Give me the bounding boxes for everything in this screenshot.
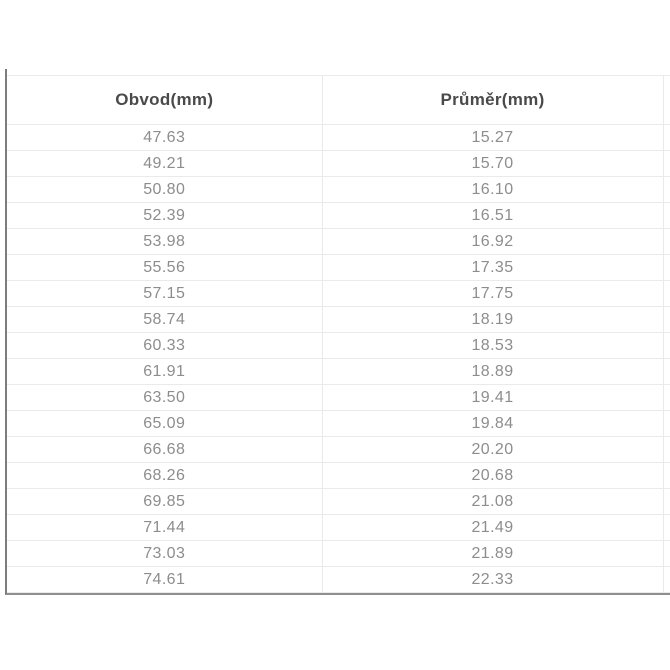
diameter-cell: 21.89: [322, 541, 663, 567]
table-row: [7, 281, 670, 307]
overflow-cell: [663, 463, 670, 489]
circumference-cell: 50.80: [7, 177, 322, 203]
circumference-cell: 69.85: [7, 489, 322, 515]
table-row: [7, 437, 670, 463]
overflow-cell: [663, 203, 670, 229]
circumference-cell: 55.56: [7, 255, 322, 281]
overflow-cell: [663, 359, 670, 385]
diameter-cell: 22.33: [322, 567, 663, 593]
table-row: [7, 359, 670, 385]
circumference-cell: 71.44: [7, 515, 322, 541]
circumference-cell: 65.09: [7, 411, 322, 437]
ring-size-table: [7, 75, 670, 593]
diameter-cell: 21.49: [322, 515, 663, 541]
table-row: [7, 333, 670, 359]
circumference-cell: 52.39: [7, 203, 322, 229]
diameter-cell: 20.20: [322, 437, 663, 463]
overflow-cell: [663, 541, 670, 567]
table-row: [7, 411, 670, 437]
overflow-cell: [663, 385, 670, 411]
circumference-cell: 61.91: [7, 359, 322, 385]
circumference-cell: 57.15: [7, 281, 322, 307]
diameter-cell: 16.92: [322, 229, 663, 255]
overflow-cell: [663, 177, 670, 203]
overflow-cell: [663, 437, 670, 463]
overflow-cell: [663, 281, 670, 307]
column-header-circumference: Obvod(mm): [7, 76, 322, 125]
overflow-cell: [663, 307, 670, 333]
diameter-cell: 20.68: [322, 463, 663, 489]
diameter-cell: 15.27: [322, 125, 663, 151]
table-row: [7, 307, 670, 333]
circumference-cell: 68.26: [7, 463, 322, 489]
ring-size-table-container: [5, 69, 670, 595]
circumference-cell: 47.63: [7, 125, 322, 151]
circumference-cell: 49.21: [7, 151, 322, 177]
diameter-cell: 15.70: [322, 151, 663, 177]
table-row: [7, 567, 670, 593]
column-header-overflow: [663, 76, 670, 125]
circumference-cell: 60.33: [7, 333, 322, 359]
table-row: [7, 463, 670, 489]
diameter-cell: 18.53: [322, 333, 663, 359]
diameter-cell: 21.08: [322, 489, 663, 515]
table-row: [7, 229, 670, 255]
table-row: [7, 125, 670, 151]
overflow-cell: [663, 567, 670, 593]
table-row: [7, 203, 670, 229]
circumference-cell: 58.74: [7, 307, 322, 333]
diameter-cell: 18.19: [322, 307, 663, 333]
table-row: [7, 151, 670, 177]
overflow-cell: [663, 151, 670, 177]
circumference-cell: 73.03: [7, 541, 322, 567]
overflow-cell: [663, 125, 670, 151]
circumference-cell: 66.68: [7, 437, 322, 463]
diameter-cell: 17.75: [322, 281, 663, 307]
table-row: [7, 255, 670, 281]
diameter-cell: 16.10: [322, 177, 663, 203]
overflow-cell: [663, 411, 670, 437]
circumference-cell: 74.61: [7, 567, 322, 593]
overflow-cell: [663, 255, 670, 281]
overflow-cell: [663, 333, 670, 359]
overflow-cell: [663, 515, 670, 541]
diameter-cell: 19.41: [322, 385, 663, 411]
diameter-cell: 16.51: [322, 203, 663, 229]
diameter-cell: 19.84: [322, 411, 663, 437]
overflow-cell: [663, 229, 670, 255]
header-row: [7, 76, 670, 125]
table-row: [7, 385, 670, 411]
table-body: [7, 125, 670, 593]
diameter-cell: 17.35: [322, 255, 663, 281]
table-row: [7, 489, 670, 515]
diameter-cell: 18.89: [322, 359, 663, 385]
overflow-cell: [663, 489, 670, 515]
table-row: [7, 541, 670, 567]
column-header-diameter: Průměr(mm): [322, 76, 663, 125]
table-row: [7, 515, 670, 541]
circumference-cell: 53.98: [7, 229, 322, 255]
circumference-cell: 63.50: [7, 385, 322, 411]
table-row: [7, 177, 670, 203]
